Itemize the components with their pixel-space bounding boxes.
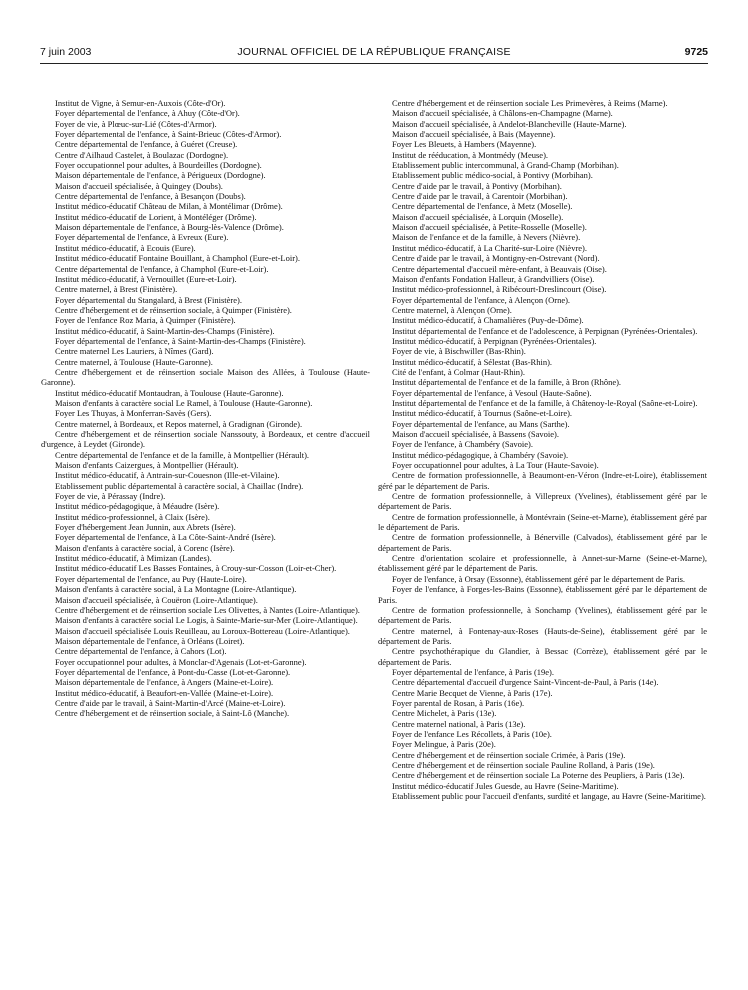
list-entry: Institut médico-éducatif, à Ecouis (Eure). [55,242,196,253]
list-entry: Centre d'orientation scolaire et professionnelle, à Annet-sur-Marne (Seine-et-Marne), établissement géré par le département de Paris. [378,553,707,574]
list-entry: Cité de l'enfant, à Colmar (Haut-Rhin). [392,366,526,377]
list-entry: Maison d'enfants à caractère social Le Ramel, à Toulouse (Haute-Garonne). [55,397,313,408]
list-entry: Etablissement public départemental à caractère social, à Chaillac (Indre). [55,480,304,491]
list-entry: Foyer de l'enfance Les Récollets, à Paris (10e). [392,728,552,739]
list-entry: Maison d'enfants Caizergues, à Montpellier (Hérault). [55,460,239,471]
list-entry: Foyer départemental de l'enfance, à Alençon (Orne). [392,294,571,305]
list-entry: Centre maternel, à Bordeaux, et Repos maternel, à Gradignan (Gironde). [55,418,303,429]
list-entry: Institut médico-pédagogique, à Chambéry (Savoie). [392,449,569,460]
list-entry: Centre maternel, à Toulouse (Haute-Garonne). [55,356,213,367]
header-title: JOURNAL OFFICIEL DE LA RÉPUBLIQUE FRANÇAISE [237,46,511,58]
list-entry: Institut médico-éducatif, à La Charité-sur-Loire (Nièvre). [392,242,588,253]
list-entry: Centre d'hébergement et de réinsertion sociale Crimée, à Paris (19e). [392,749,626,760]
list-entry: Foyer départemental de l'enfance, à Evreux (Eure). [55,232,229,243]
list-entry: Etablissement public médico-social, à Pontivy (Morbihan). [392,170,593,181]
list-entry: Centre d'hébergement et de réinsertion sociale, à Saint-Lô (Manche). [55,708,290,719]
list-entry: Maison d'accueil spécialisée, à Couëron (Loire-Atlantique). [55,594,258,605]
list-entry: Foyer de vie, à Pérassay (Indre). [55,491,166,502]
list-entry: Centre d'hébergement et de réinsertion sociale Les Primevères, à Reims (Marne). [392,98,668,108]
list-entry: Institut médico-éducatif, à Mimizan (Landes). [55,553,212,564]
list-entry: Institut médico-professionnel, à Claix (Isère). [55,511,210,522]
list-entry: Institut médico-éducatif de Lorient, à Montéléger (Drôme). [55,211,257,222]
list-entry: Foyer départemental de l'enfance, au Puy (Haute-Loire). [55,573,247,584]
list-entry: Centre d'aide par le travail, à Pontivy (Morbihan). [392,180,562,191]
list-entry: Foyer de vie, à Bischwiller (Bas-Rhin). [392,346,526,357]
list-entry: Maison d'accueil spécialisée, à Lorquin (Moselle). [392,211,564,222]
list-entry: Centre d'aide par le travail, à Carentoir (Morbihan). [392,191,568,202]
list-entry: Maison d'accueil spécialisée, à Bassens (Savoie). [392,429,559,439]
page-header [40,46,708,62]
list-entry: Foyer Melingue, à Paris (20e). [392,739,496,750]
list-entry: Maison d'enfants à caractère social Le Logis, à Sainte-Marie-sur-Mer (Loire-Atlantique). [55,615,358,626]
list-entry: Maison départementale de l'enfance, à Périgueux (Dordogne). [55,170,266,181]
left-column [41,98,370,719]
list-entry: Centre d'aide par le travail, à Montigny-en-Ostrevant (Nord). [392,253,600,264]
list-entry: Foyer départemental de l'enfance, à Saint-Martin-des-Champs (Finistère). [55,335,306,346]
list-entry: Maison d'accueil spécialisée Louis Reuilleau, au Loroux-Bottereau (Loire-Atlantique). [55,625,350,636]
list-entry: Foyer de l'enfance, à Forges-les-Bains (Essonne), établissement géré par le département de Paris. [378,584,707,605]
list-entry: Institut médico-éducatif, à Beaufort-en-Vallée (Maine-et-Loire). [55,687,274,698]
right-column [378,98,707,801]
list-entry: Institut départemental de l'enfance et de la famille, à Châtenoy-le-Royal (Saône-et-Loire). [392,397,698,408]
list-entry: Maison départementale de l'enfance, à Angers (Maine-et-Loire). [55,677,274,688]
list-entry: Institut de Vigne, à Semur-en-Auxois (Côte-d'Or). [55,98,226,108]
list-entry: Institut médico-éducatif, à Antrain-sur-Couesnon (Ille-et-Vilaine). [55,470,280,481]
list-entry: Foyer départemental de l'enfance, à Pont-du-Casse (Lot-et-Garonne). [55,666,291,677]
list-entry: Maison départementale de l'enfance, à Bourg-lès-Valence (Drôme). [55,222,284,233]
list-entry: Maison de l'enfance et de la famille, à Nevers (Nièvre). [392,232,581,243]
list-entry: Centre départemental de l'enfance, à Champhol (Eure-et-Loir). [55,263,269,274]
list-entry: Centre d'hébergement et de réinsertion sociale Nanssouty, à Bordeaux, et centre d'accueil d'urgence, à Leydet (Gironde). [41,429,370,450]
list-entry: Centre de formation professionnelle, à Montévrain (Seine-et-Marne), établissement géré par le département de Paris. [378,511,707,533]
list-entry: Centre Marie Becquet de Vienne, à Paris (17e). [392,687,553,698]
list-entry: Foyer départemental de l'enfance, à La Côte-Saint-André (Isère). [55,532,276,543]
list-entry: Centre départemental de l'enfance, à Cahors (Lot). [55,646,227,657]
list-entry: Centre d'hébergement et de réinsertion sociale, à Quimper (Finistère). [55,304,292,315]
list-entry: Institut départemental de l'enfance et de la famille, à Bron (Rhône). [392,377,622,388]
list-entry: Institut médico-éducatif Les Basses Fontaines, à Crouy-sur-Cosson (Loir-et-Cher). [55,563,337,574]
list-entry: Centre psychothérapique du Glandier, à Bessac (Corrèze), établissement géré par le département de Paris. [378,646,707,667]
list-entry: Centre d'hébergement et de réinsertion sociale Les Olivettes, à Nantes (Loire-Atlantique). [55,604,360,615]
list-entry: Centre départemental d'accueil d'urgence Saint-Vincent-de-Paul, à Paris (14e). [392,677,659,688]
list-entry: Foyer de l'enfance Roz Maria, à Quimper (Finistère). [55,315,236,326]
list-entry: Institut médico-professionnel, à Ribécourt-Dreslincourt (Oise). [392,284,607,295]
list-entry: Foyer départemental de l'enfance, à Saint-Brieuc (Côtes-d'Armor). [55,129,282,140]
list-entry: Maison d'accueil spécialisée, à Quingey (Doubs). [55,180,223,191]
list-entry: Centre d'Ailhaud Castelet, à Boulazac (Dordogne). [55,149,229,160]
list-entry: Maison d'accueil spécialisée, à Bais (Mayenne). [392,129,556,140]
list-entry: Foyer de l'enfance, à Chambéry (Savoie). [392,439,534,450]
list-entry: Centre départemental d'accueil mère-enfant, à Beauvais (Oise). [392,263,607,274]
list-entry: Institut médico-éducatif Jules Guesde, au Havre (Seine-Maritime). [392,780,619,791]
list-entry: Centre maternel, à Fontenay-aux-Roses (Hauts-de-Seine), établissement géré par le département de Paris. [378,625,707,646]
list-entry: Maison d'accueil spécialisée, à Châlons-en-Champagne (Marne). [392,108,613,119]
list-entry: Foyer d'hébergement Jean Junnin, aux Abrets (Isère). [55,522,236,533]
list-entry: Centre maternel national, à Paris (13e). [392,718,526,729]
list-entry: Institut médico-éducatif, à Perpignan (Pyrénées-Orientales). [392,335,597,346]
list-entry: Maison d'accueil spécialisée, à Petite-Rosselle (Moselle). [392,222,587,233]
list-entry: Centre maternel, à Brest (Finistère). [55,284,178,295]
list-entry: Centre d'aide par le travail, à Saint-Martin-d'Arcé (Maine-et-Loire). [55,697,286,708]
list-entry: Institut médico-éducatif, à Sélestat (Bas-Rhin). [392,356,553,367]
list-entry: Foyer de vie, à Plœuc-sur-Lié (Côtes-d'Armor). [55,118,217,129]
list-entry: Foyer départemental de l'enfance, à Paris (19e). [392,666,555,677]
list-entry: Maison d'enfants à caractère social, à La Montagne (Loire-Atlantique). [55,584,297,595]
list-entry: Centre départemental de l'enfance et de la famille, à Montpellier (Hérault). [55,449,310,460]
list-entry: Foyer de l'enfance, à Orsay (Essonne), établissement géré par le département de Paris. [392,573,686,584]
list-entry: Institut de rééducation, à Montmédy (Meuse). [392,149,549,160]
list-entry: Institut médico-éducatif Fontaine Bouillant, à Champhol (Eure-et-Loir). [55,253,301,264]
list-entry: Foyer parental de Rosan, à Paris (16e). [392,697,525,708]
list-entry: Centre d'hébergement et de réinsertion sociale La Poterne des Peupliers, à Paris (13e). [392,770,685,781]
list-entry: Centre de formation professionnelle, à Villepreux (Yvelines), établissement géré par le département de Paris. [378,491,707,512]
list-entry: Centre départemental de l'enfance, à Metz (Moselle). [392,201,573,212]
list-entry: Centre de formation professionnelle, à Bénerville (Calvados), établissement géré par le département de Paris. [378,532,707,553]
list-entry: Institut médico-éducatif, à Saint-Martin-des-Champs (Finistère). [55,325,275,336]
list-entry: Maison départementale de l'enfance, à Orléans (Loiret). [55,635,245,646]
list-entry: Foyer départemental de l'enfance, à Vesoul (Haute-Saône). [392,387,592,398]
list-entry: Foyer occupationnel pour adultes, à Bourdeilles (Dordogne). [55,160,262,171]
list-entry: Etablissement public intercommunal, à Grand-Champ (Morbihan). [392,160,619,171]
list-entry: Institut médico-éducatif Montaudran, à Toulouse (Haute-Garonne). [55,387,284,398]
list-entry: Foyer départemental du Stangalard, à Brest (Finistère). [55,294,242,305]
list-entry: Institut médico-éducatif, à Chamalières (Puy-de-Dôme). [392,315,584,326]
list-entry: Institut médico-éducatif Château de Milan, à Montélimar (Drôme). [55,201,283,212]
list-entry: Institut médico-pédagogique, à Méaudre (Isère). [55,501,220,512]
list-entry: Foyer départemental de l'enfance, à Ahuy (Côte-d'Or). [55,108,240,119]
list-entry: Etablissement public pour l'accueil d'enfants, surdité et langage, au Havre (Seine-Maritime). [392,791,706,802]
list-entry: Foyer Les Thuyas, à Monferran-Savès (Gers). [55,408,212,419]
list-entry: Institut médico-éducatif, à Vernouillet (Eure-et-Loir). [55,273,237,284]
list-entry: Centre Michelet, à Paris (13e). [392,708,497,719]
list-entry: Foyer Les Bleuets, à Hambers (Mayenne). [392,139,537,150]
list-entry: Foyer départemental de l'enfance, au Mans (Sarthe). [392,418,570,429]
list-entry: Institut médico-éducatif, à Tournus (Saône-et-Loire). [392,408,573,419]
list-entry: Maison d'enfants à caractère social, à Corenc (Isère). [55,542,235,553]
header-date: 7 juin 2003 [40,46,92,58]
list-entry: Centre de formation professionnelle, à Sonchamp (Yvelines), établissement géré par le département de Paris. [378,604,707,626]
list-entry: Foyer occupationnel pour adultes, à La Tour (Haute-Savoie). [392,460,599,471]
list-entry: Centre d'hébergement et de réinsertion sociale Maison des Allées, à Toulouse (Haute-Garonne). [41,366,370,388]
list-entry: Centre d'hébergement et de réinsertion sociale Pauline Rolland, à Paris (19e). [392,760,655,770]
list-entry: Centre maternel Les Lauriers, à Nîmes (Gard). [55,346,214,357]
list-entry: Maison d'accueil spécialisée, à Andelot-Blancheville (Haute-Marne). [392,118,627,129]
list-entry: Maison d'enfants Fondation Halleur, à Grandvilliers (Oise). [392,273,595,284]
header-rule [40,63,708,64]
list-entry: Foyer occupationnel pour adultes, à Monclar-d'Agenais (Lot-et-Garonne). [55,656,307,667]
list-entry: Centre départemental de l'enfance, à Besançon (Doubs). [55,191,246,202]
list-entry: Centre maternel, à Alençon (Orne). [392,304,512,315]
header-page-number: 9725 [684,46,708,58]
list-entry: Institut départemental de l'enfance et de l'adolescence, à Perpignan (Pyrénées-Orientales). [392,325,698,336]
list-entry: Centre départemental de l'enfance, à Guéret (Creuse). [55,139,238,150]
list-entry: Centre de formation professionnelle, à Beaumont-en-Véron (Indre-et-Loire), établissement géré par le département de Paris. [378,470,707,491]
